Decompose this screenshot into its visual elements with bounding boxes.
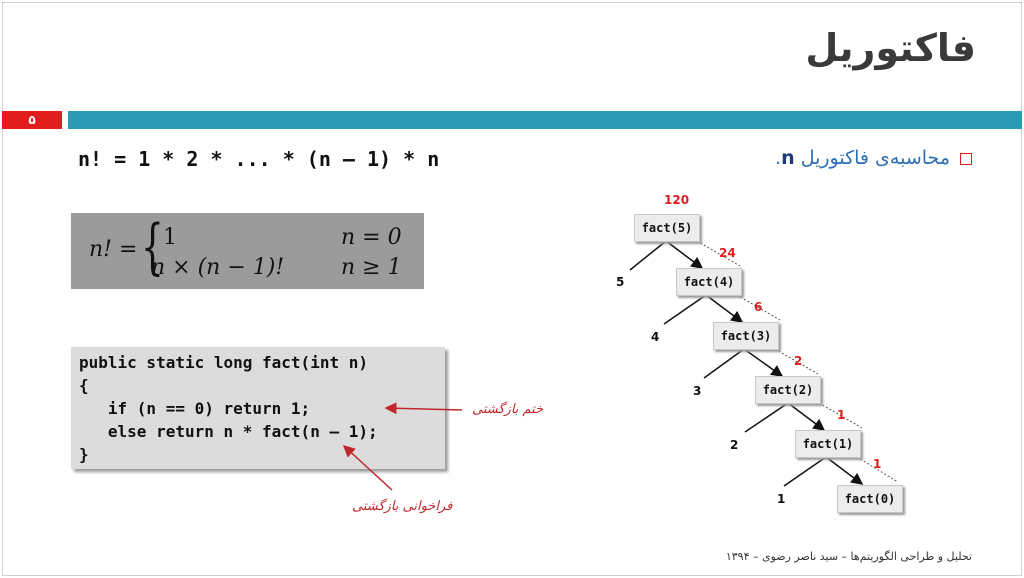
equals-sign: = — [119, 237, 138, 262]
result-label: 120 — [664, 193, 690, 207]
bullet-text: محاسبه‌ی فاکتوریل — [794, 147, 950, 169]
recursive-call-arrow — [344, 446, 392, 490]
case2-value: n × (n − 1)! — [151, 255, 285, 280]
code-line: } — [79, 445, 89, 464]
factorial-product-formula: n! = 1 * 2 * ... * (n – 1) * n — [78, 147, 440, 171]
slide-title: فاکتوریل — [805, 26, 976, 70]
leaf-value: 5 — [616, 275, 625, 289]
code-line: else return n * fact(n – 1); — [79, 422, 378, 441]
base-case-note: ختم بازگشتی — [472, 402, 544, 417]
brace-icon: { — [141, 212, 164, 282]
code-line: public static long fact(int n) — [79, 353, 368, 372]
case1-condition: n = 0 — [341, 225, 402, 250]
code-line: if (n == 0) return 1; — [79, 399, 311, 418]
code-line: { — [79, 376, 89, 395]
leaf-value: 3 — [693, 384, 702, 398]
case1-value: 1 — [163, 225, 177, 250]
result-label: 1 — [873, 457, 882, 471]
lhs-text: n! — [89, 237, 113, 262]
leaf-value: 1 — [777, 492, 786, 506]
result-label: 1 — [837, 408, 846, 422]
base-case-arrow — [386, 408, 462, 410]
leaf-value: 2 — [730, 438, 739, 452]
slide-number: ۵ — [28, 113, 36, 127]
tree-node: fact(5) — [634, 214, 700, 242]
tree-node: fact(0) — [837, 485, 903, 513]
bullet-variable: n — [781, 147, 795, 169]
result-label: 2 — [794, 354, 803, 368]
result-label: 6 — [754, 300, 763, 314]
tree-node: fact(4) — [676, 268, 742, 296]
tree-node: fact(3) — [713, 322, 779, 350]
slide-footer: تحلیل و طراحی الگوریتم‌ها – سید ناصر رضوی – ۱۳۹۴ — [725, 550, 972, 563]
tree-node: fact(2) — [755, 376, 821, 404]
leaf-value: 4 — [651, 330, 660, 344]
tree-node: fact(1) — [795, 430, 861, 458]
recursive-call-note: فراخوانی بازگشتی — [352, 499, 453, 514]
case2-condition: n ≥ 1 — [341, 255, 402, 280]
result-label: 24 — [719, 246, 736, 260]
bullet-end: . — [775, 147, 782, 169]
